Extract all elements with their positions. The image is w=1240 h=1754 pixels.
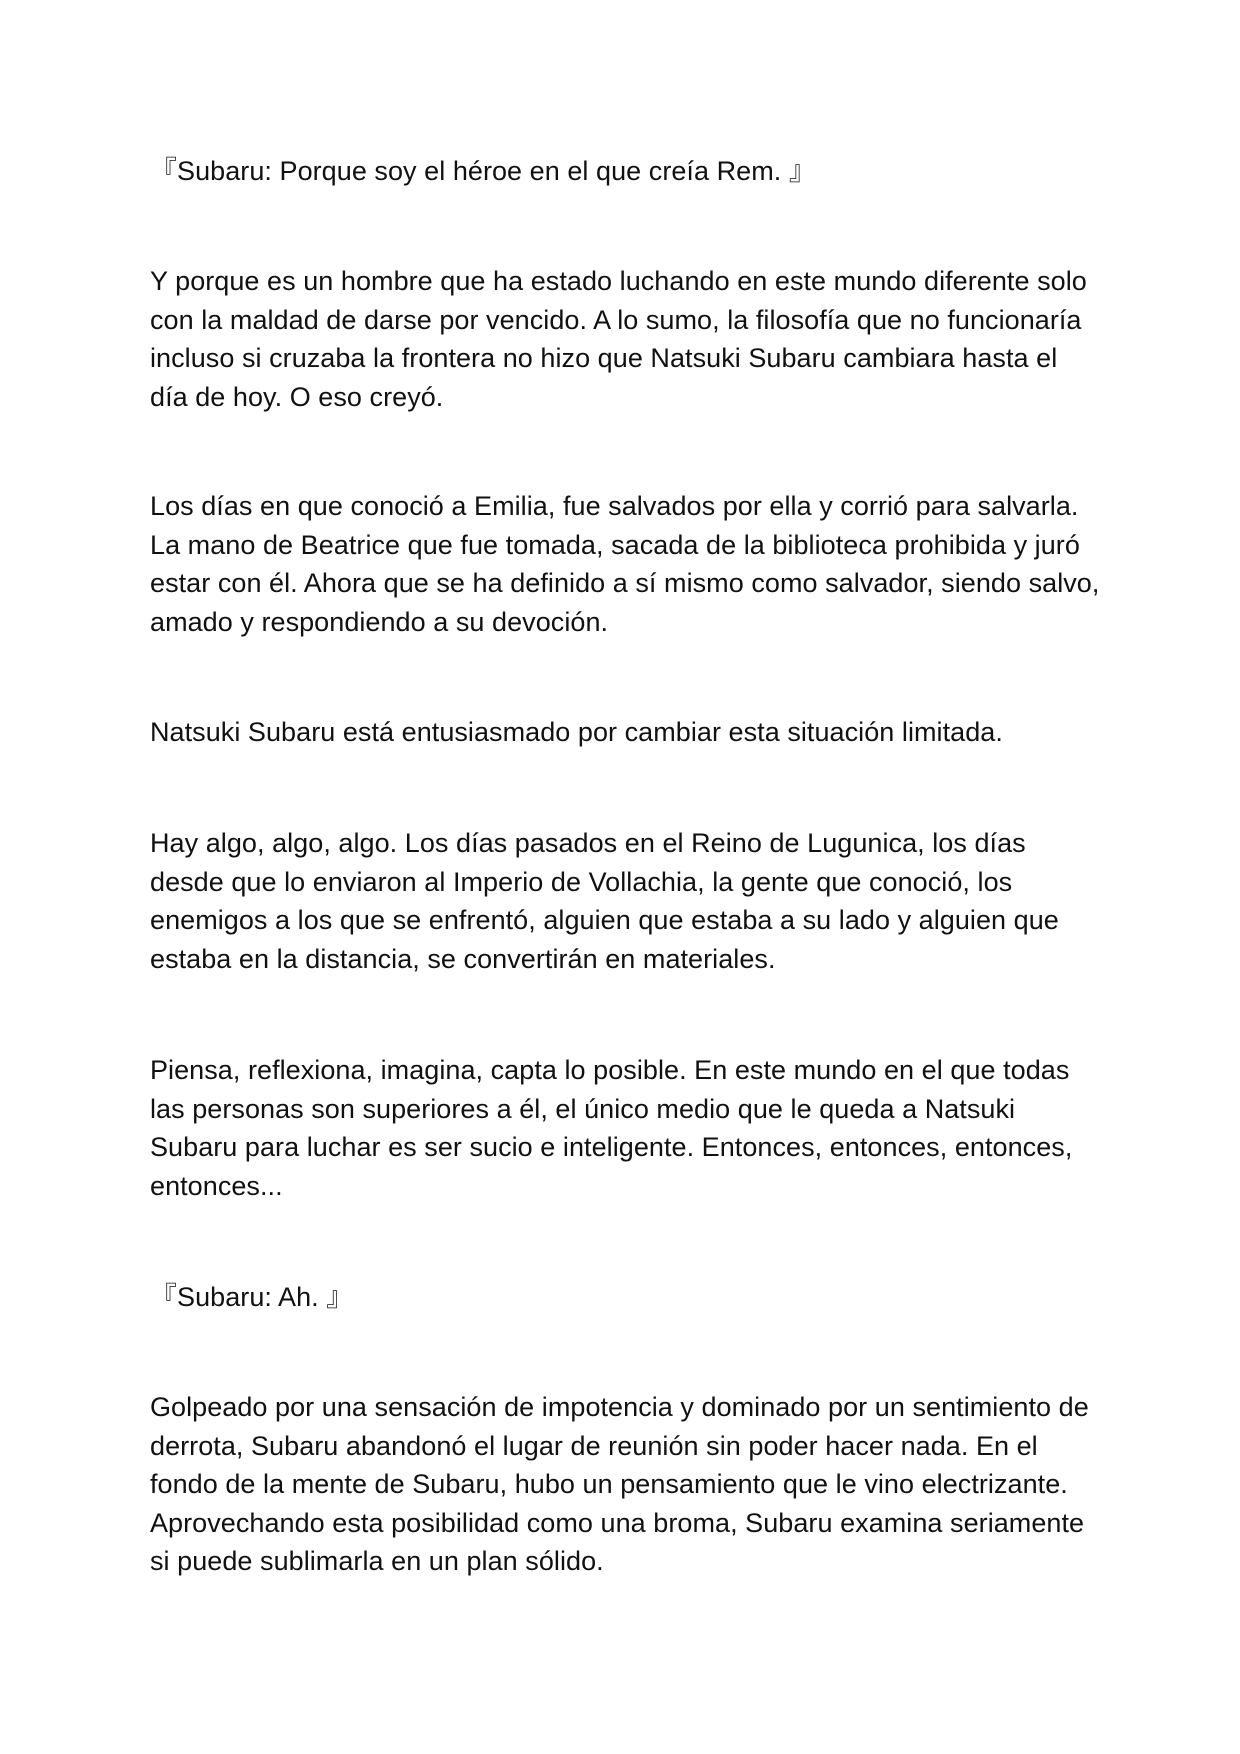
paragraph-materials: Hay algo, algo, algo. Los días pasados en el Reino de Lugunica, los días desde que lo enviaron al Imperio de Vollachia, la gente que conoció, los enemigos a los que se enfrentó, alguien que estaba a su lado y alguien que estaba en la distancia, se convertirán en materiales.: [150, 828, 1059, 974]
paragraph-struggle: Y porque es un hombre que ha estado luchando en este mundo diferente solo con la maldad de darse por vencido. A lo sumo, la filosofía que no funcionaría incluso si cruzaba la frontera no hizo que Natsuki Subaru cambiara hasta el día de hoy. O eso creyó.: [150, 266, 1087, 412]
paragraph-impotence: Golpeado por una sensación de impotencia y dominado por un sentimiento de derrota, Subaru abandonó el lugar de reunión sin poder hacer nada. En el fondo de la mente de Subaru, hubo un pensamiento que le vino electrizante. Aprovechando esta posibilidad como una broma, Subaru examina seriamente si puede sublimarla en un plan sólido.: [150, 1392, 1089, 1576]
paragraph-think: Piensa, reflexiona, imagina, capta lo posible. En este mundo en el que todas las personas son superiores a él, el único medio que le queda a Natsuki Subaru para luchar es ser sucio e inteligente. Entonces, entonces, entonces, entonces...: [150, 1055, 1073, 1201]
dialogue-line-subaru-ah: 『Subaru: Ah. 』: [150, 1282, 354, 1312]
paragraph-enthusiasm: Natsuki Subaru está entusiasmado por cambiar esta situación limitada.: [150, 717, 1003, 747]
dialogue-line-subaru-hero: 『Subaru: Porque soy el héroe en el que creía Rem. 』: [150, 156, 816, 186]
paragraph-emilia-beatrice: Los días en que conoció a Emilia, fue salvados por ella y corrió para salvarla. La mano de Beatrice que fue tomada, sacada de la biblioteca prohibida y juró estar con él. Ahora que se ha definido a sí mismo como salvador, siendo salvo, amado y respondiendo a su devoción.: [150, 491, 1100, 637]
